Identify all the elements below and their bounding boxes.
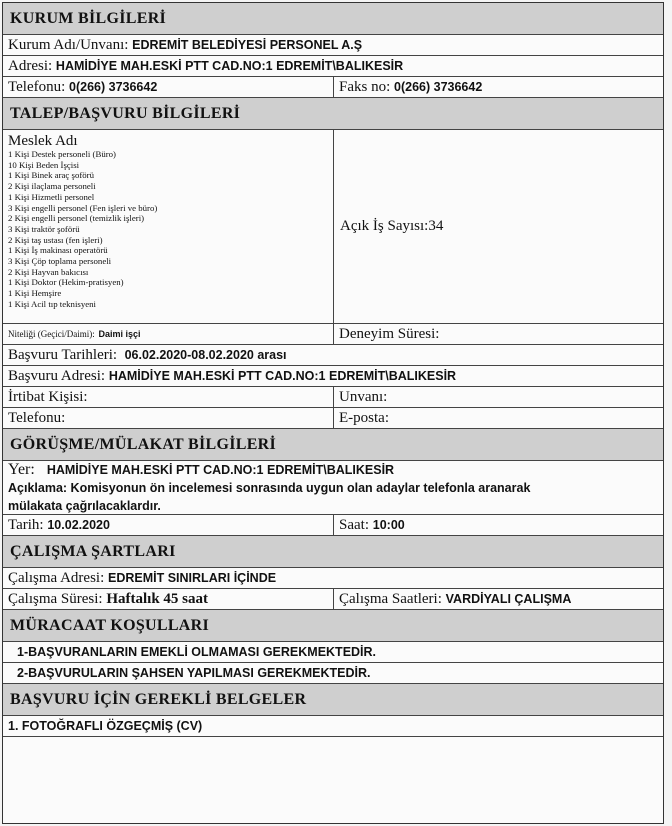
niteligi-value: Daimi işçi [98,329,141,339]
niteligi-label: Niteliği (Geçici/Daimi): [8,329,95,339]
kurum-adi-row [3,35,663,56]
meslek-item: 1 Kişi Hemşire [8,288,62,299]
calisma-sure-value: Haftalık 45 saat [106,590,208,607]
section-header-talep: TALEP/BAŞVURU BİLGİLERİ [3,98,663,130]
section-header-belgeler: BAŞVURU İÇİN GEREKLİ BELGELER [3,684,663,716]
telefon-row [3,408,663,429]
muracaat-item: 2-BAŞVURULARIN ŞAHSEN YAPILMASI GEREKMEKTEDİR. [3,663,663,684]
meslek-item: 2 Kişi taş ustası (fen işleri) [8,234,103,245]
section-header-gorusme: GÖRÜŞME/MÜLAKAT BİLGİLERİ [3,429,663,461]
calisma-saat-label: Çalışma Saatleri: [339,590,442,607]
eposta-label: E-posta: [339,409,389,426]
basvuru-adres-label: Başvuru Adresi: [8,367,106,384]
irtibat-row [3,387,663,408]
meslek-item: 2 Kişi Hayvan bakıcısı [8,266,89,277]
belge-item: 1. FOTOĞRAFLI ÖZGEÇMİŞ (CV) [3,716,663,737]
kurum-tel-label: Telefonu: [8,78,66,95]
kurum-faks-label: Faks no: [339,78,391,95]
meslek-item: 1 Kişi İş makinası operatörü [8,245,108,256]
calisma-adres-value: EDREMİT SINIRLARI İÇİNDE [108,571,277,585]
muracaat-item: 1-BAŞVURANLARIN EMEKLİ OLMAMASI GEREKMEKTEDİR. [3,642,663,663]
meslek-item: 1 Kişi Doktor (Hekim-pratisyen) [8,277,124,288]
kurum-faks-value: 0(266) 3736642 [394,80,483,94]
kurum-adi-value: EDREMİT BELEDİYESİ PERSONEL A.Ş [132,38,363,52]
basvuru-tarih-label: Başvuru Tarihleri: [8,346,118,363]
saat-label: Saat: [339,516,369,533]
calisma-adres-row [3,568,663,589]
meslek-block [3,130,663,324]
yer-value: HAMİDİYE MAH.ESKİ PTT CAD.NO:1 EDREMİT\BALIKESİR [46,462,395,477]
aciklama-label: Açıklama: [8,480,68,495]
gorusme-tarih-label: Tarih: [8,516,44,533]
job-posting-form [2,2,664,824]
deneyim-label: Deneyim Süresi: [339,325,440,342]
calisma-sure-row [3,589,663,610]
telefonu-label: Telefonu: [8,409,66,426]
kurum-adres-value: HAMİDİYE MAH.ESKİ PTT CAD.NO:1 EDREMİT\BALIKESİR [55,59,404,73]
meslek-item: 10 Kişi Beden İşçisi [8,159,80,170]
calisma-adres-label: Çalışma Adresi: [8,569,105,586]
basvuru-tarih-value: 06.02.2020-08.02.2020 arası [124,348,287,362]
section-header-kurum: KURUM BİLGİLERİ [3,3,663,35]
acik-is-sayisi: Açık İş Sayısı:34 [340,218,444,234]
meslek-item: 1 Kişi Binek araç şoförü [8,170,94,181]
meslek-item: 3 Kişi engelli personel (Fen işleri ve büro) [8,202,158,213]
kurum-tel-value: 0(266) 3736642 [69,80,158,94]
kurum-adres-row [3,56,663,77]
section-header-calisma: ÇALIŞMA ŞARTLARI [3,536,663,568]
kurum-tel-row [3,77,663,98]
meslek-item: 3 Kişi Çöp toplama personeli [8,256,112,267]
aciklama-line1: Komisyonun ön incelemesi sonrasında uygun olan adaylar telefonla aranarak [70,480,531,495]
meslek-label: Meslek Adı [8,133,78,149]
meslek-item: 2 Kişi ilaçlama personeli [8,181,96,192]
irtibat-label: İrtibat Kişisi: [8,388,88,405]
calisma-saat-value: VARDİYALI ÇALIŞMA [445,592,572,606]
basvuru-adres-row [3,366,663,387]
meslek-item: 2 Kişi engelli personel (temizlik işleri) [8,213,145,224]
gorusme-detail [3,461,663,515]
basvuru-tarih-row [3,345,663,366]
yer-label: Yer: [8,460,35,478]
aciklama-line2: mülakata çağrılacaklardır. [8,498,161,513]
gorusme-tarih-row [3,515,663,536]
niteligi-row [3,324,663,345]
kurum-adi-label: Kurum Adı/Unvanı: [8,36,129,53]
meslek-item: 1 Kişi Acil tıp teknisyeni [8,298,96,309]
unvani-label: Unvanı: [339,388,388,405]
gorusme-tarih-value: 10.02.2020 [47,518,110,532]
meslek-item: 3 Kişi traktör şoförü [8,223,80,234]
calisma-sure-label: Çalışma Süresi: [8,590,103,607]
saat-value: 10:00 [372,518,405,532]
meslek-list [8,149,333,310]
meslek-item: 1 Kişi Destek personeli (Büro) [8,149,116,159]
meslek-item: 1 Kişi Hizmetli personel [8,191,95,202]
kurum-adres-label: Adresi: [8,57,53,74]
basvuru-adres-value: HAMİDİYE MAH.ESKİ PTT CAD.NO:1 EDREMİT\BALIKESİR [108,369,457,383]
section-header-muracaat: MÜRACAAT KOŞULLARI [3,610,663,642]
